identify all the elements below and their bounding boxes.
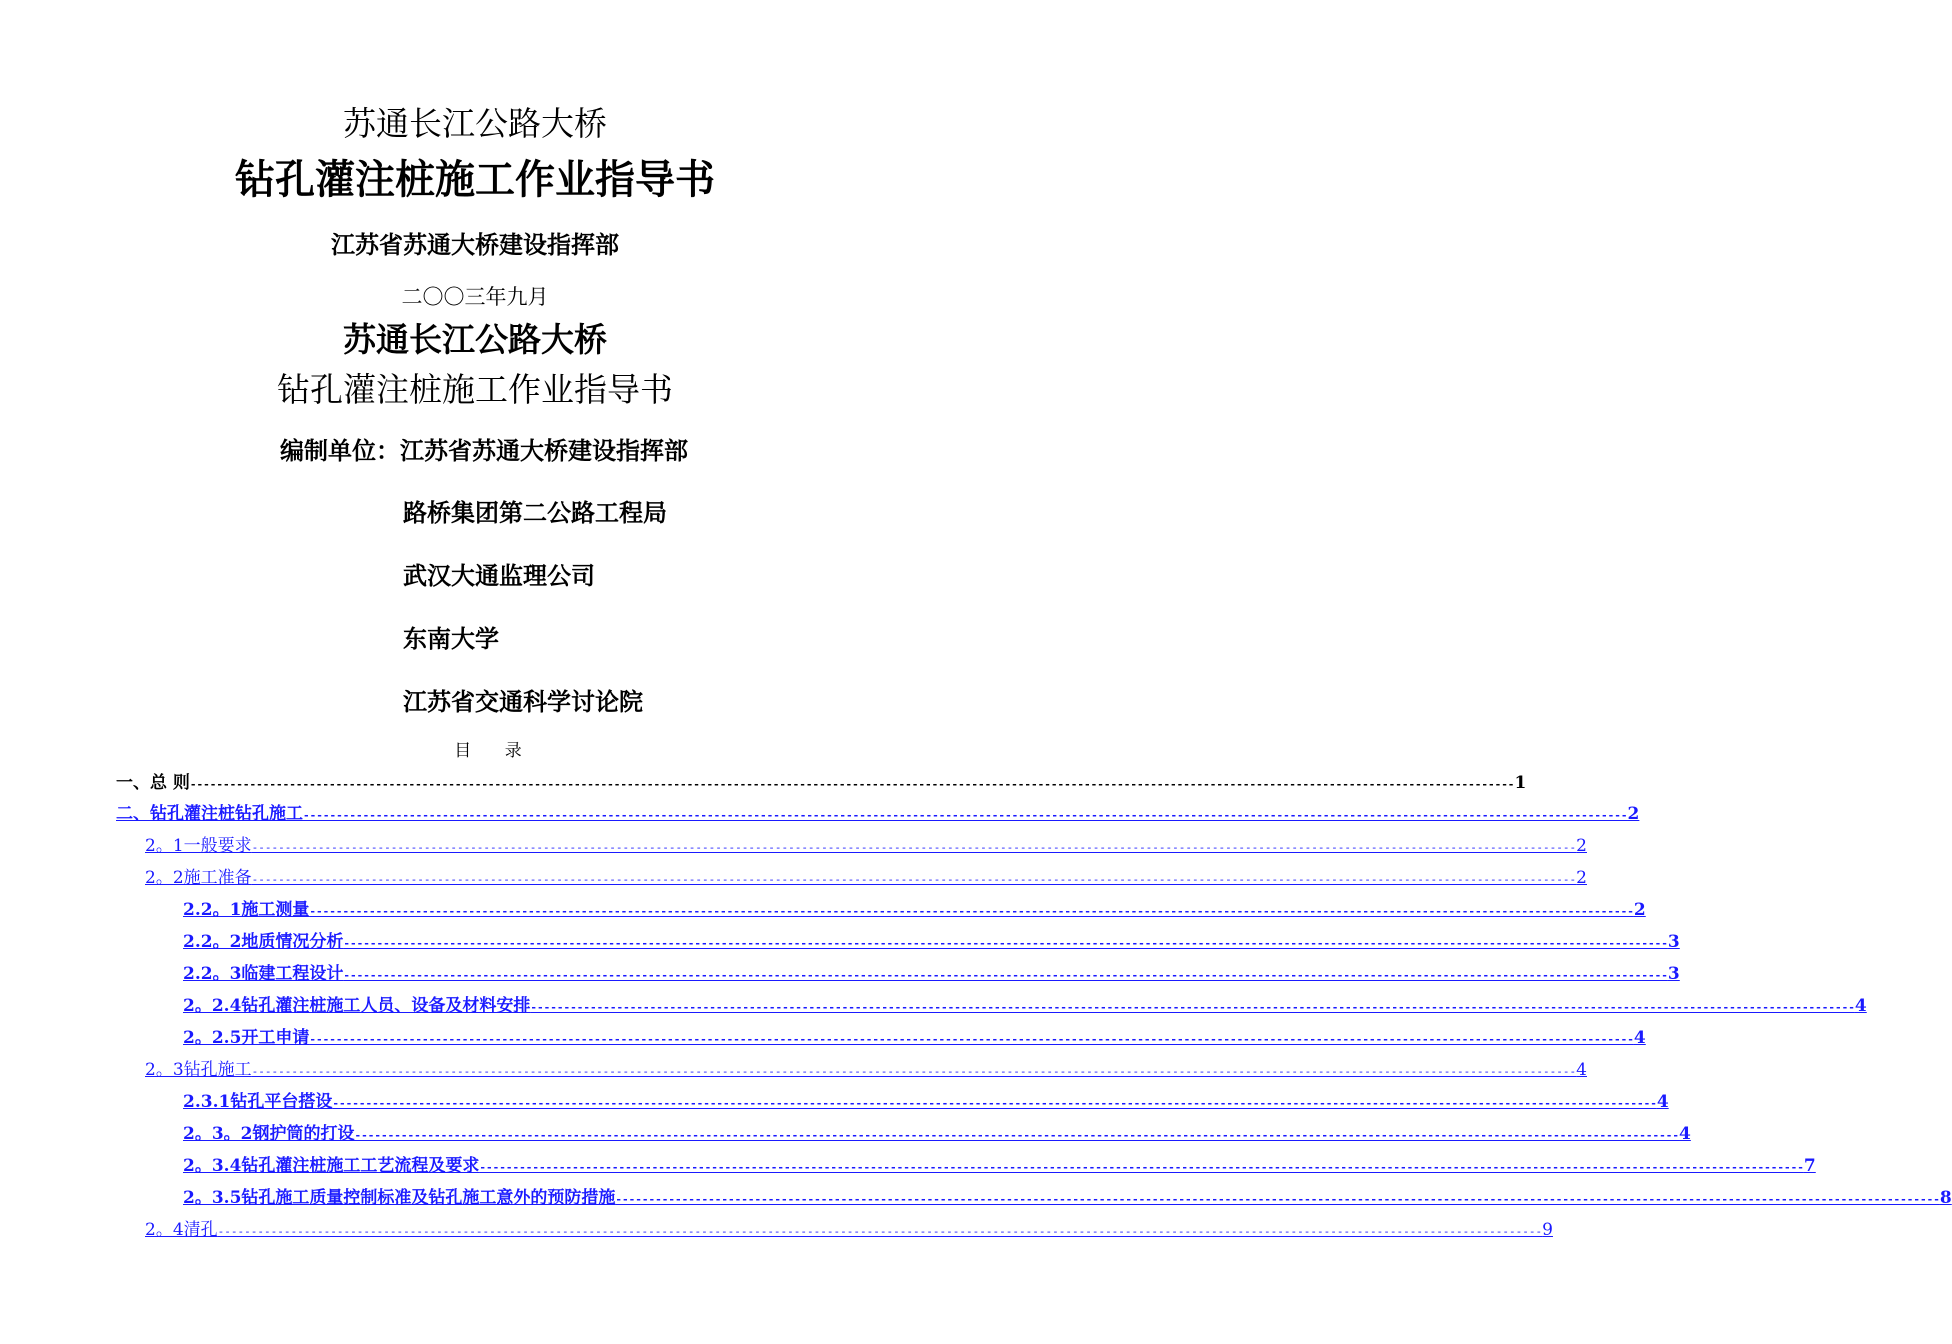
toc-entry-page: 4 (1576, 1060, 1587, 1080)
toc-link[interactable] (145, 834, 1587, 860)
toc-entry-page: 2 (1576, 868, 1587, 888)
compiling-unit-4: 东南大学 (403, 624, 499, 653)
toc-leader: -------------------------------------------------------------------------------------------------------------------------------------------------------------------------------------------------------- (479, 1161, 1804, 1174)
toc-leader: -------------------------------------------------------------------------------------------------------------------------------------------------------------------------------------------------------- (251, 841, 1577, 854)
toc-entry-page: 2 (1627, 804, 1640, 824)
toc-entry-page: 4 (1679, 1124, 1691, 1144)
toc-link[interactable] (183, 1154, 1816, 1180)
compiling-unit-1: 江苏省苏通大桥建设指挥部 (400, 436, 688, 465)
toc-link[interactable] (145, 1058, 1587, 1084)
compiling-unit-3: 武汉大通监理公司 (403, 561, 595, 590)
toc-title: 目 录 (454, 741, 536, 761)
toc-entry-page: 2 (1633, 900, 1646, 920)
toc-entry-page: 2 (1576, 836, 1587, 856)
toc-entry-label: 2。2.5开工申请 (183, 1028, 310, 1048)
toc-link[interactable] (116, 802, 1640, 828)
toc-link[interactable] (145, 866, 1587, 892)
toc-entry-label: 2。2.4钻孔灌注桩施工人员、设备及材料安排 (183, 996, 531, 1016)
toc-entry-page: 4 (1656, 1092, 1669, 1112)
toc-leader: -------------------------------------------------------------------------------------------------------------------------------------------------------------------------------------------------------- (309, 905, 1634, 918)
toc-entry-label: 2.2。2地质情况分析 (183, 932, 344, 952)
toc-leader: -------------------------------------------------------------------------------------------------------------------------------------------------------------------------------------------------------- (615, 1193, 1940, 1206)
toc-entry-label: 一、总 则 (116, 773, 190, 793)
toc-link[interactable] (183, 994, 1867, 1020)
toc-leader: -------------------------------------------------------------------------------------------------------------------------------------------------------------------------------------------------------- (343, 969, 1668, 982)
toc-leader: -------------------------------------------------------------------------------------------------------------------------------------------------------------------------------------------------------- (217, 1225, 1543, 1238)
cover-title-guide: 钻孔灌注桩施工作业指导书 (235, 156, 715, 203)
toc-entry-label: 2.2。3临建工程设计 (183, 964, 344, 984)
toc-leader: -------------------------------------------------------------------------------------------------------------------------------------------------------------------------------------------------------- (354, 1129, 1680, 1142)
toc-entry-page: 4 (1633, 1028, 1646, 1048)
toc-link[interactable] (183, 1122, 1691, 1148)
toc-entry-page: 3 (1667, 964, 1680, 984)
toc-link[interactable] (183, 930, 1680, 956)
cover-organization: 江苏省苏通大桥建设指挥部 (331, 230, 619, 259)
toc-leader: -------------------------------------------------------------------------------------------------------------------------------------------------------------------------------------------------------- (251, 873, 1577, 886)
toc-leader: -------------------------------------------------------------------------------------------------------------------------------------------------------------------------------------------------------- (530, 1001, 1855, 1014)
cover-date: 二〇〇三年九月 (401, 285, 549, 309)
toc-link[interactable] (183, 1186, 1952, 1212)
toc-entry-label: 二、钻孔灌注桩钻孔施工 (116, 804, 303, 824)
compiling-unit-5: 江苏省交通科学讨论院 (403, 687, 643, 716)
toc-entry-page: 9 (1542, 1220, 1553, 1240)
inner-title-bridge: 苏通长江公路大桥 (343, 320, 607, 359)
toc-entry-label: 2。3钻孔施工 (145, 1060, 252, 1080)
toc-leader: -------------------------------------------------------------------------------------------------------------------------------------------------------------------------------------------------------- (251, 1065, 1577, 1078)
toc-leader: -------------------------------------------------------------------------------------------------------------------------------------------------------------------------------------------------------- (303, 809, 1628, 822)
toc-entry-page: 7 (1803, 1156, 1816, 1176)
toc-leader: -------------------------------------------------------------------------------------------------------------------------------------------------------------------------------------------------------- (343, 937, 1668, 950)
toc-link[interactable] (183, 962, 1680, 988)
toc-entry-page: 1 (1514, 773, 1527, 793)
toc-link[interactable] (183, 1090, 1669, 1116)
toc-entry-page: 3 (1667, 932, 1680, 952)
toc-entry-label: 2.2。1施工测量 (183, 900, 310, 920)
toc-link[interactable] (183, 898, 1646, 924)
compiling-units-row (280, 434, 688, 468)
toc-entry-label: 2。2施工准备 (145, 868, 252, 888)
toc-link[interactable] (183, 1026, 1646, 1052)
toc-entry-label: 2。3.4钻孔灌注桩施工工艺流程及要求 (183, 1156, 480, 1176)
compiling-unit-2: 路桥集团第二公路工程局 (403, 498, 667, 527)
cover-title-bridge: 苏通长江公路大桥 (343, 104, 607, 143)
compiling-units-label: 编制单位： (280, 436, 400, 465)
toc-leader: -------------------------------------------------------------------------------------------------------------------------------------------------------------------------------------------------------- (309, 1033, 1634, 1046)
toc-entry-label: 2。1一般要求 (145, 836, 252, 856)
toc-entry-label: 2.3.1钻孔平台搭设 (183, 1092, 333, 1112)
toc-entry-label: 2。4清孔 (145, 1220, 218, 1240)
toc-link[interactable] (145, 1218, 1553, 1244)
toc-entry-page: 4 (1854, 996, 1867, 1016)
inner-title-guide: 钻孔灌注桩施工作业指导书 (277, 370, 673, 409)
toc-entry-page: 8 (1939, 1188, 1952, 1208)
toc-entry-label: 2。3.5钻孔施工质量控制标准及钻孔施工意外的预防措施 (183, 1188, 616, 1208)
toc-leader: -------------------------------------------------------------------------------------------------------------------------------------------------------------------------------------------------------- (332, 1097, 1657, 1110)
toc-entry (116, 771, 1527, 797)
toc-entry-label: 2。3。2钢护筒的打设 (183, 1124, 355, 1144)
toc-leader: -------------------------------------------------------------------------------------------------------------------------------------------------------------------------------------------------------- (189, 778, 1515, 791)
